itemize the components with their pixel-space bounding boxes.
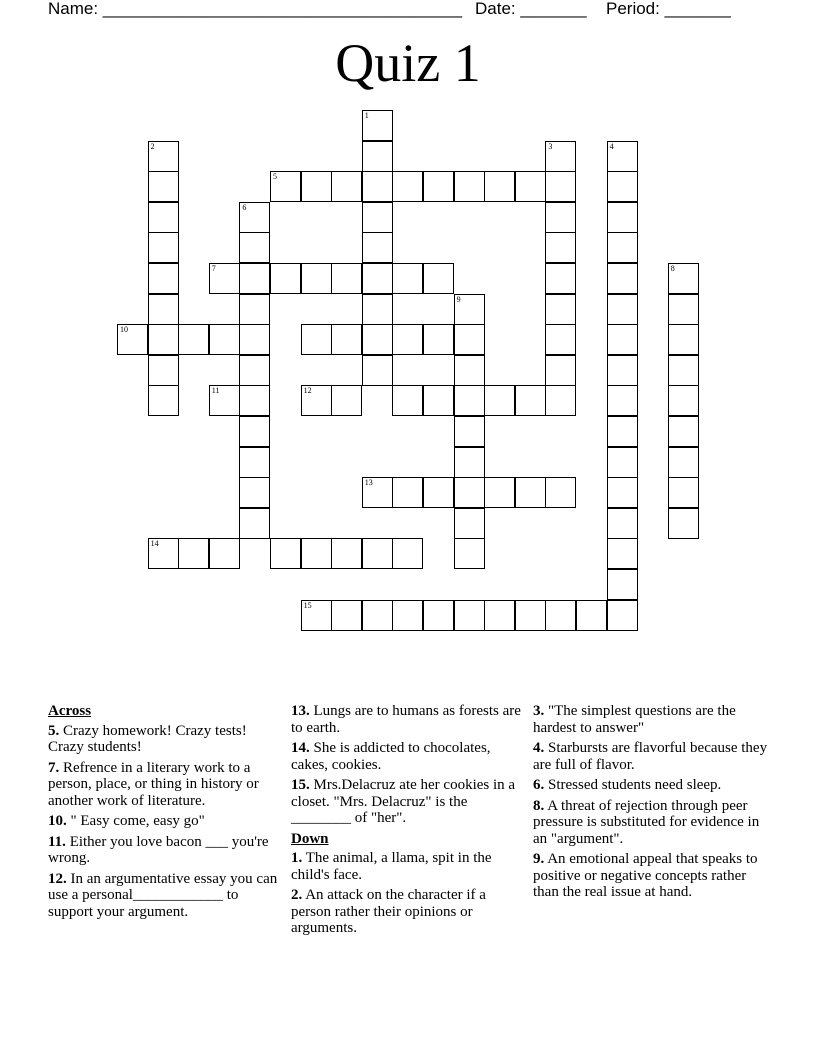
grid-cell[interactable] <box>545 324 576 355</box>
grid-cell[interactable] <box>607 141 638 172</box>
grid-cell[interactable] <box>423 477 454 508</box>
clue-number: 12 <box>303 386 312 396</box>
grid-cell[interactable] <box>148 385 179 416</box>
grid-cell[interactable] <box>454 171 485 202</box>
grid-cell[interactable] <box>301 171 332 202</box>
grid-cell[interactable] <box>545 171 576 202</box>
section-heading-across: Across <box>48 703 92 719</box>
grid-cell[interactable] <box>209 324 240 355</box>
clue-number-label: 15. <box>291 777 310 793</box>
clue-number: 7 <box>211 264 216 273</box>
clue-number-label: 1. <box>291 850 303 866</box>
grid-cell[interactable] <box>515 477 546 508</box>
grid-cell[interactable] <box>454 324 485 355</box>
clue-text: " Easy come, easy go" <box>70 813 205 829</box>
clue-number: 10 <box>120 325 128 335</box>
grid-cell[interactable] <box>239 477 270 508</box>
grid-cell[interactable] <box>301 385 332 416</box>
clue-item <box>291 887 521 937</box>
grid-cell[interactable] <box>239 263 270 294</box>
clue-item <box>533 740 769 773</box>
grid-cell[interactable] <box>362 171 393 202</box>
grid-cell[interactable] <box>392 477 423 508</box>
grid-cell[interactable] <box>148 202 179 233</box>
grid-cell[interactable] <box>423 171 454 202</box>
grid-cell[interactable] <box>668 263 699 294</box>
clue-number-label: 9. <box>533 851 545 867</box>
grid-cell[interactable] <box>484 171 515 202</box>
grid-cell[interactable] <box>607 294 638 325</box>
clue-item <box>48 871 284 921</box>
grid-cell[interactable] <box>148 263 179 294</box>
clue-item <box>48 834 284 867</box>
grid-cell[interactable] <box>545 141 576 172</box>
grid-cell[interactable] <box>607 324 638 355</box>
grid-cell[interactable] <box>392 385 423 416</box>
clue-number-label: 10. <box>48 813 67 829</box>
clue-number-label: 14. <box>291 740 310 756</box>
grid-cell[interactable] <box>362 600 393 631</box>
grid-cell[interactable] <box>545 385 576 416</box>
grid-cell[interactable] <box>607 569 638 600</box>
clue-item <box>291 703 521 736</box>
grid-cell[interactable] <box>239 355 270 386</box>
clue-item <box>48 723 284 756</box>
clue-item <box>48 813 284 830</box>
grid-cell[interactable] <box>178 324 209 355</box>
clue-number-label: 5. <box>48 722 60 739</box>
clue-item <box>533 703 769 736</box>
grid-cell[interactable] <box>454 538 485 569</box>
grid-cell[interactable] <box>362 324 393 355</box>
clue-number: 1 <box>364 111 369 120</box>
grid-cell[interactable] <box>668 416 699 447</box>
grid-cell[interactable] <box>423 324 454 355</box>
clue-number: 3 <box>548 141 553 151</box>
grid-cell[interactable] <box>545 263 576 294</box>
clues-column-3 <box>533 703 769 905</box>
clue-number: 4 <box>609 141 614 151</box>
clue-number-label: 2. <box>291 887 303 903</box>
clue-item <box>291 850 521 883</box>
grid-cell[interactable] <box>454 508 485 539</box>
grid-cell[interactable] <box>668 385 699 416</box>
grid-cell[interactable] <box>209 538 240 569</box>
grid-cell[interactable] <box>545 202 576 233</box>
clue-number: 2 <box>150 141 155 151</box>
grid-cell[interactable] <box>668 294 699 325</box>
grid-cell[interactable] <box>362 294 393 325</box>
grid-cell[interactable] <box>607 385 638 416</box>
grid-cell[interactable] <box>607 416 638 447</box>
clue-number: 11 <box>211 386 220 396</box>
grid-cell[interactable] <box>515 171 546 202</box>
grid-cell[interactable] <box>239 447 270 478</box>
grid-cell[interactable] <box>668 324 699 355</box>
clue-text: Refrence in a literary work to a person, place, or thing in history or another work of literature. <box>48 759 259 809</box>
clue-text: Mrs.Delacruz ate her cookies in a closet. "Mrs. Delacruz" is the ________ of "her". <box>291 777 516 826</box>
clue-item <box>48 760 284 810</box>
grid-cell[interactable] <box>239 294 270 325</box>
grid-cell[interactable] <box>454 294 485 325</box>
grid-cell[interactable] <box>239 508 270 539</box>
grid-cell[interactable] <box>148 324 179 355</box>
grid-cell[interactable] <box>270 263 301 294</box>
grid-cell[interactable] <box>148 538 179 569</box>
clue-number: 6 <box>242 202 247 212</box>
grid-cell[interactable] <box>668 508 699 539</box>
grid-cell[interactable] <box>148 355 179 386</box>
grid-cell[interactable] <box>362 263 393 294</box>
grid-cell[interactable] <box>607 263 638 294</box>
name-field[interactable]: Name: ______________________________________ <box>48 0 463 18</box>
grid-cell[interactable] <box>545 355 576 386</box>
clue-number-label: 6. <box>533 777 545 793</box>
grid-cell[interactable] <box>668 355 699 386</box>
clue-item <box>291 740 521 773</box>
grid-cell[interactable] <box>668 447 699 478</box>
grid-cell[interactable] <box>484 385 515 416</box>
grid-cell[interactable] <box>362 232 393 263</box>
grid-cell[interactable] <box>607 538 638 569</box>
clue-number: 5 <box>273 172 277 182</box>
grid-cell[interactable] <box>239 416 270 447</box>
clue-number-label: 8. <box>533 797 545 814</box>
period-field[interactable]: Period: _______ <box>606 0 731 18</box>
clue-number: 15 <box>303 600 312 610</box>
grid-cell[interactable] <box>392 538 423 569</box>
clues-column-1 <box>48 703 284 924</box>
grid-cell[interactable] <box>331 263 362 294</box>
section-heading-down: Down <box>291 830 329 847</box>
grid-cell[interactable] <box>362 538 393 569</box>
clue-number-label: 7. <box>48 759 60 776</box>
grid-cell[interactable] <box>607 232 638 263</box>
clue-text: The animal, a llama, spit in the child's face. <box>291 850 492 883</box>
clue-number: 13 <box>364 478 373 488</box>
grid-cell[interactable] <box>331 171 362 202</box>
clue-text: Lungs are to humans as forests are to earth. <box>291 703 521 736</box>
grid-cell[interactable] <box>331 538 362 569</box>
grid-cell[interactable] <box>668 477 699 508</box>
grid-cell[interactable] <box>423 263 454 294</box>
clue-number-label: 11. <box>48 833 66 850</box>
grid-cell[interactable] <box>239 232 270 263</box>
grid-cell[interactable] <box>484 600 515 631</box>
grid-cell[interactable] <box>148 171 179 202</box>
clue-text: Either you love bacon ___ you're wrong. <box>48 833 269 866</box>
grid-cell[interactable] <box>301 324 332 355</box>
grid-cell[interactable] <box>607 600 638 631</box>
clue-number-label: 12. <box>48 870 67 887</box>
grid-cell[interactable] <box>515 385 546 416</box>
clue-number: 9 <box>456 294 461 304</box>
grid-cell[interactable] <box>545 232 576 263</box>
grid-cell[interactable] <box>392 600 423 631</box>
grid-cell[interactable] <box>454 477 485 508</box>
clue-item <box>533 798 769 848</box>
grid-cell[interactable] <box>362 355 393 386</box>
grid-cell[interactable] <box>607 447 638 478</box>
grid-cell[interactable] <box>423 385 454 416</box>
clue-text: Stressed students need sleep. <box>548 777 722 793</box>
grid-cell[interactable] <box>454 385 485 416</box>
grid-cell[interactable] <box>239 385 270 416</box>
grid-cell[interactable] <box>117 324 148 355</box>
grid-cell[interactable] <box>362 477 393 508</box>
clue-text: Starbursts are flavorful because they are full of flavor. <box>533 740 768 773</box>
clue-text: Crazy homework! Crazy tests! Crazy students! <box>48 722 247 755</box>
clue-item <box>533 777 769 794</box>
grid-cell[interactable] <box>545 600 576 631</box>
clue-text: An emotional appeal that speaks to positive or negative concepts rather than the real issue at hand. <box>533 851 758 900</box>
grid-cell[interactable] <box>392 263 423 294</box>
grid-cell[interactable] <box>454 600 485 631</box>
grid-cell[interactable] <box>392 324 423 355</box>
clue-text: A threat of rejection through peer pressure is substituted for evidence in an "argument". <box>533 797 760 847</box>
grid-cell[interactable] <box>362 202 393 233</box>
grid-cell[interactable] <box>178 538 209 569</box>
grid-cell[interactable] <box>331 385 362 416</box>
grid-cell[interactable] <box>607 171 638 202</box>
grid-cell[interactable] <box>362 141 393 172</box>
clue-number-label: 13. <box>291 703 310 719</box>
grid-cell[interactable] <box>454 447 485 478</box>
clue-number-label: 3. <box>533 703 545 719</box>
clue-item <box>533 851 769 901</box>
page-title: Quiz 1 <box>335 33 481 93</box>
grid-cell[interactable] <box>239 324 270 355</box>
grid-cell[interactable] <box>607 202 638 233</box>
grid-cell[interactable] <box>331 324 362 355</box>
grid-cell[interactable] <box>209 385 240 416</box>
grid-cell[interactable] <box>270 171 301 202</box>
grid-cell[interactable] <box>607 355 638 386</box>
grid-cell[interactable] <box>545 477 576 508</box>
grid-cell[interactable] <box>607 477 638 508</box>
grid-cell[interactable] <box>454 416 485 447</box>
clue-number: 14 <box>150 539 159 549</box>
grid-cell[interactable] <box>331 600 362 631</box>
grid-cell[interactable] <box>301 538 332 569</box>
grid-cell[interactable] <box>392 171 423 202</box>
clue-text: "The simplest questions are the hardest to answer" <box>533 703 736 736</box>
grid-cell[interactable] <box>239 202 270 233</box>
grid-cell[interactable] <box>423 600 454 631</box>
grid-cell[interactable] <box>148 141 179 172</box>
grid-cell[interactable] <box>362 110 393 141</box>
date-field[interactable]: Date: _______ <box>475 0 587 18</box>
clue-item <box>291 777 521 827</box>
clues-column-2 <box>291 703 521 941</box>
grid-cell[interactable] <box>209 263 240 294</box>
grid-cell[interactable] <box>515 600 546 631</box>
grid-cell[interactable] <box>148 294 179 325</box>
grid-cell[interactable] <box>270 538 301 569</box>
clue-number-label: 4. <box>533 740 545 756</box>
grid-cell[interactable] <box>148 232 179 263</box>
grid-cell[interactable] <box>301 263 332 294</box>
grid-cell[interactable] <box>454 355 485 386</box>
grid-cell[interactable] <box>301 600 332 631</box>
grid-cell[interactable] <box>576 600 607 631</box>
clue-text: An attack on the character if a person rather their opinions or arguments. <box>291 887 486 936</box>
clue-text: She is addicted to chocolates, cakes, cookies. <box>291 740 491 773</box>
clue-text: In an argumentative essay you can use a personal____________ to support your argument. <box>48 870 278 920</box>
grid-cell[interactable] <box>484 477 515 508</box>
grid-cell[interactable] <box>545 294 576 325</box>
clue-number: 8 <box>670 264 675 273</box>
grid-cell[interactable] <box>607 508 638 539</box>
